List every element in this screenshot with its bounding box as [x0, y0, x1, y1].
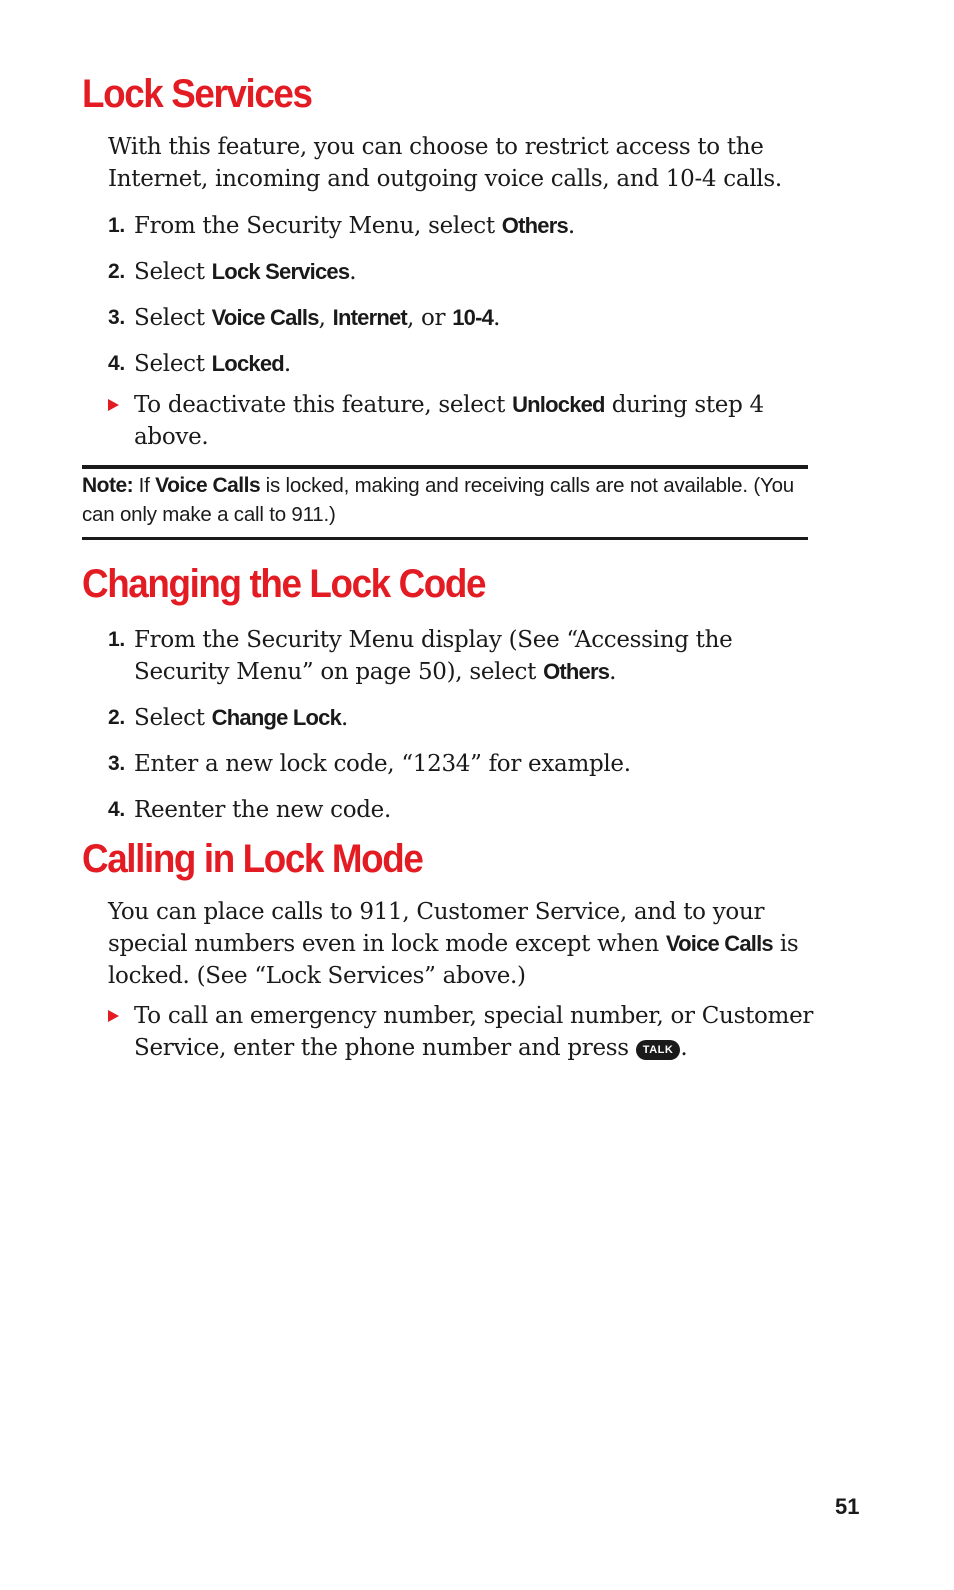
- step-text: From the Security Menu, select Others.: [134, 213, 575, 239]
- step-number: 3.: [108, 752, 125, 775]
- step-list-item: [108, 348, 818, 380]
- step-list-item: [108, 794, 818, 826]
- step-text: From the Security Menu display (See “Accessing the Security Menu” on page 50), select Others.: [134, 627, 733, 685]
- step-text: Select Voice Calls, Internet, or 10-4.: [134, 305, 501, 331]
- lock-services-heading: Lock Services: [82, 72, 312, 116]
- tip-item: [108, 1000, 818, 1064]
- note-bottom-divider: [82, 537, 808, 540]
- step-number: 1.: [108, 628, 125, 651]
- step-number: 1.: [108, 214, 125, 237]
- step-list-item: [108, 702, 818, 734]
- step-list-item: [108, 302, 818, 334]
- note-top-divider: [82, 465, 808, 469]
- talk-key-icon: TALK: [636, 1040, 681, 1060]
- tip-text: To deactivate this feature, select Unlocked during step 4 above.: [134, 392, 764, 450]
- page-number: 51: [835, 1494, 860, 1519]
- step-list-item: [108, 210, 818, 242]
- step-number: 4.: [108, 798, 125, 821]
- lock-mode-intro: You can place calls to 911, Customer Service, and to your special numbers even in lock mode except when Voice Calls is locked. (See “Lock Services” above.): [108, 899, 799, 989]
- step-list-item: [108, 256, 818, 288]
- step-number: 3.: [108, 306, 125, 329]
- step-text: Enter a new lock code, “1234” for example.: [134, 751, 631, 777]
- lock-mode-heading: Calling in Lock Mode: [82, 837, 423, 881]
- step-number: 4.: [108, 352, 125, 375]
- note-label: Note:: [82, 474, 134, 497]
- step-number: 2.: [108, 260, 125, 283]
- triangle-bullet-icon: [108, 1010, 119, 1022]
- step-text: Select Locked.: [134, 351, 291, 377]
- tip-item: [108, 389, 818, 453]
- step-list-item: [108, 624, 818, 688]
- step-list-item: [108, 748, 818, 780]
- note-text: Note: If Voice Calls is locked, making and receiving calls are not available. (You can only make a call to 911.): [82, 474, 794, 526]
- step-text: Select Change Lock.: [134, 705, 349, 731]
- step-number: 2.: [108, 706, 125, 729]
- step-text: Reenter the new code.: [134, 797, 391, 823]
- triangle-bullet-icon: [108, 399, 119, 411]
- step-text: Select Lock Services.: [134, 259, 357, 285]
- tip-text: To call an emergency number, special number, or Customer Service, enter the phone number and press TALK .: [134, 1003, 814, 1061]
- lock-services-intro: With this feature, you can choose to restrict access to the Internet, incoming and outgoing voice calls, and 10-4 calls.: [108, 134, 782, 192]
- change-lock-code-heading: Changing the Lock Code: [82, 562, 486, 606]
